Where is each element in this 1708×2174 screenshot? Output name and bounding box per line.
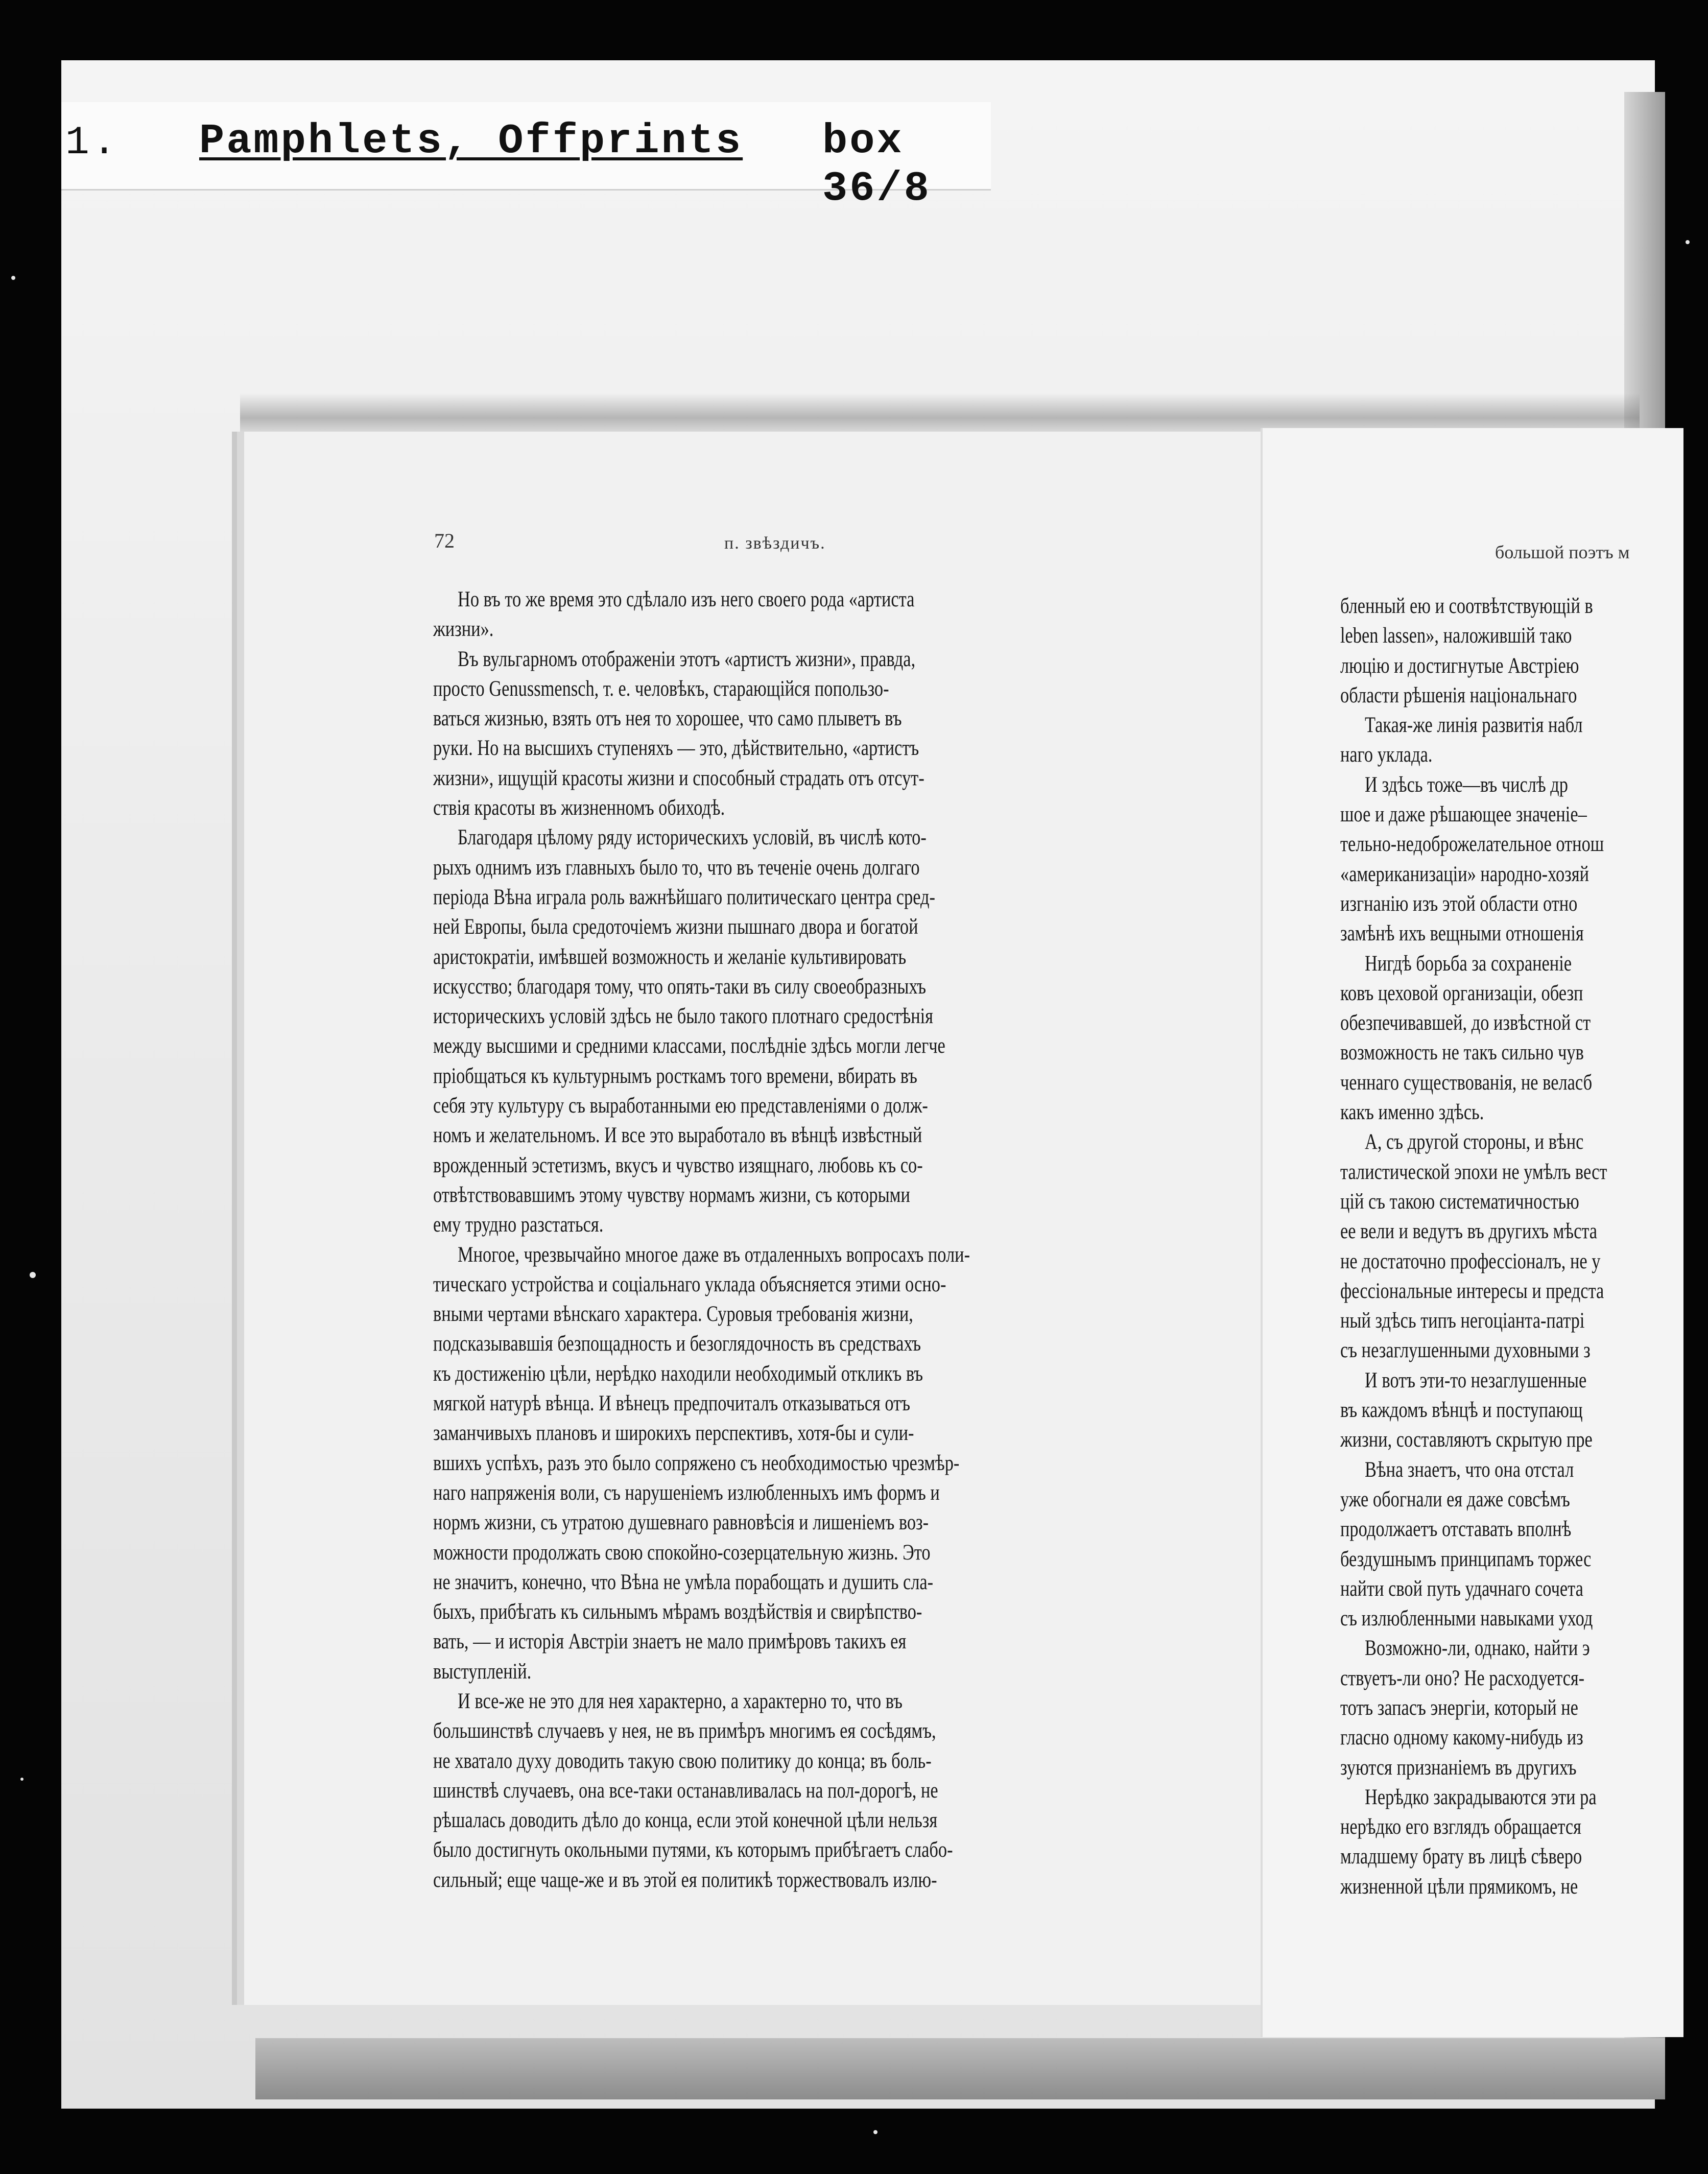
text-line: обезпечивавшей, до извѣстной ст xyxy=(1340,1011,1591,1035)
text-line: заманчивыхъ плановъ и широкихъ перспективъ, хотя-бы и сули- xyxy=(433,1421,914,1446)
text-line: ствуетъ-ли оно? Не расходуется- xyxy=(1340,1666,1585,1690)
archive-label xyxy=(61,102,991,212)
text-line: ный здѣсь типъ негоцiанта-патрi xyxy=(1340,1309,1585,1333)
text-line: замѣнѣ ихъ вещными отношенiя xyxy=(1340,921,1584,946)
text-line: продолжаетъ отставать вполнѣ xyxy=(1340,1517,1572,1542)
film-speck xyxy=(30,1272,36,1278)
text-line: Вѣна знаетъ, что она отстал xyxy=(1365,1457,1574,1482)
text-line: А, съ другой стороны, и вѣнс xyxy=(1365,1130,1584,1154)
film-speck xyxy=(11,276,15,280)
text-line: leben lassen», наложившiй тако xyxy=(1340,624,1572,648)
text-line: тельно-недоброжелательное отнош xyxy=(1340,832,1604,857)
page-number: 72 xyxy=(434,529,455,552)
text-line: младшему брату въ лицѣ сѣверо xyxy=(1340,1845,1582,1869)
left-page-body xyxy=(433,585,1205,1895)
text-line: вными чертами вѣнскаго характера. Суровыя требованiя жизни, xyxy=(433,1302,913,1327)
folder-bottom-edge xyxy=(255,2038,1665,2099)
text-line: люцiю и достигнутые Австрiею xyxy=(1340,653,1579,678)
text-line: нерѣдко его взглядъ обращается xyxy=(1340,1815,1581,1839)
text-line: ее вели и ведутъ въ другихъ мѣста xyxy=(1340,1219,1598,1244)
text-line: номъ и желательномъ. И все это выработало въ вѣнцѣ извѣстный xyxy=(433,1123,922,1148)
text-line: наго напряженiя воли, съ нарушенiемъ излюбленныхъ имъ формъ и xyxy=(433,1480,940,1505)
text-line: выступленiй. xyxy=(433,1659,532,1684)
text-line: жизни». xyxy=(433,617,494,642)
text-line: въ каждомъ вѣнцѣ и поступающ xyxy=(1340,1398,1583,1423)
left-page xyxy=(244,432,1266,2005)
text-line: тическаго устройства и соцiальнаго уклада объясняется этими осно- xyxy=(433,1272,946,1296)
text-line: можности продолжать свою спокойно-созерцательную жизнь. Это xyxy=(433,1540,931,1565)
text-line: ней Европы, была средоточiемъ жизни пышнаго двора и богатой xyxy=(433,915,918,939)
text-line: прiобщаться къ культурнымъ росткамъ того времени, вбирать въ xyxy=(433,1064,917,1088)
text-line: съ незаглушенными духовными з xyxy=(1340,1338,1591,1363)
text-line: найти свой путь удачнаго сочета xyxy=(1340,1576,1583,1601)
text-line: гласно одному какому-нибудь из xyxy=(1340,1726,1583,1750)
text-line: себя эту культуру съ выработанными ею представленiями о долж- xyxy=(433,1094,928,1118)
text-line: цiй съ такою систематичностью xyxy=(1340,1189,1579,1214)
text-line: ваться жизнью, взять отъ нея то хорошее, что само плыветъ въ xyxy=(433,706,902,731)
label-number: 1. xyxy=(65,121,120,166)
text-line: Въ вульгарномъ отображенiи этотъ «артистъ жизни», правда, xyxy=(458,647,916,671)
text-line: историческихъ условiй здѣсь не было такого плотнаго средостѣнiя xyxy=(433,1004,934,1029)
text-line: вшихъ успѣхъ, разъ это было сопряжено съ необходимостью чрезмѣр- xyxy=(433,1451,960,1475)
text-line: жизненной цѣли прямикомъ, не xyxy=(1340,1874,1578,1899)
label-box-number: box 36/8 xyxy=(822,117,931,212)
film-speck xyxy=(1686,240,1690,244)
text-line: ствiя красоты въ жизненномъ обиходѣ. xyxy=(433,796,725,820)
text-line: бленный ею и соотвѣтствующiй в xyxy=(1340,594,1593,618)
text-line: было достигнуть окольными путями, къ которымъ прибѣгаетъ слабо- xyxy=(433,1838,953,1862)
text-line: Но въ то же время это сдѣлало изъ него своего рода «артиста xyxy=(458,587,915,611)
text-line: рыхъ однимъ изъ главныхъ было то, что въ теченiе очень долгаго xyxy=(433,855,920,880)
film-edge xyxy=(1683,424,1708,2043)
text-line: не значитъ, конечно, что Вѣна не умѣла порабощать и душить сла- xyxy=(433,1570,934,1594)
text-line: Многое, чрезвычайно многое даже въ отдаленныхъ вопросахъ поли- xyxy=(458,1242,970,1267)
text-line: врожденный эстетизмъ, вкусъ и чувство изящнаго, любовь къ со- xyxy=(433,1153,923,1177)
right-page xyxy=(1261,428,1708,2037)
text-line: возможность не такъ сильно чув xyxy=(1340,1041,1584,1065)
text-line: И вотъ эти-то незаглушенные xyxy=(1365,1368,1587,1392)
text-line: уже обогнали ея даже совсѣмъ xyxy=(1340,1487,1570,1511)
text-line: большинствѣ случаевъ у нея, не въ примѣръ многимъ ея сосѣдямъ, xyxy=(433,1719,936,1743)
right-running-head: большой поэтъ м xyxy=(1495,542,1630,562)
text-line: жизни», ищущiй красоты жизни и способный страдать отъ отсут- xyxy=(433,766,924,790)
text-line: ему трудно разстаться. xyxy=(433,1213,604,1237)
text-line: И здѣсь тоже—въ числѣ др xyxy=(1365,772,1568,797)
text-line: тотъ запасъ энергiи, который не xyxy=(1340,1695,1578,1720)
text-line: Нерѣдко закрадываются эти ра xyxy=(1365,1785,1597,1809)
text-line: просто Genussmensch, т. е. человѣкъ, старающiйся попользо- xyxy=(433,676,889,701)
label-series: Pamphlets, Offprints xyxy=(199,117,743,165)
text-line: области рѣшенiя нацiональнаго xyxy=(1340,683,1577,707)
text-line: И все-же не это для нея характерно, а характерно то, что въ xyxy=(458,1689,903,1713)
text-line: шое и даже рѣшающее значенiе– xyxy=(1340,802,1587,827)
text-line: къ достиженiю цѣли, нерѣдко находили необходимый откликъ въ xyxy=(433,1361,923,1386)
text-line: Такая-же линiя развитiя набл xyxy=(1365,713,1583,738)
text-line: Благодаря цѣлому ряду историческихъ условiй, въ числѣ кото- xyxy=(458,825,927,850)
text-line: фессiональные интересы и предста xyxy=(1340,1279,1604,1303)
text-line: искусство; благодаря тому, что опять-таки въ силу своеобразныхъ xyxy=(433,974,927,999)
text-line: изгнанiю изъ этой области отно xyxy=(1340,891,1578,916)
text-line: ченнаго существованiя, не веласб xyxy=(1340,1070,1593,1095)
text-line: Нигдѣ борьба за сохраненiе xyxy=(1365,951,1572,976)
text-line: наго уклада. xyxy=(1340,743,1433,767)
text-line: не достаточно профессiоналъ, не у xyxy=(1340,1249,1601,1273)
text-line: сильный; еще чаще-же и въ этой ея политикѣ торжествовалъ излю- xyxy=(433,1868,937,1892)
film-speck xyxy=(873,2130,877,2134)
text-line: аристократiи, имѣвшей возможность и желанiе культивировать xyxy=(433,944,907,969)
text-line: съ излюбленными навыками уход xyxy=(1340,1606,1593,1631)
text-line: быхъ, прибѣгать къ сильнымъ мѣрамъ воздѣйствiя и свирѣпство- xyxy=(433,1600,922,1624)
text-line: шинствѣ случаевъ, она все-таки останавливалась на пол-дорогѣ, не xyxy=(433,1778,938,1803)
text-line: руки. Но на высшихъ ступеняхъ — это, дѣйствительно, «артистъ xyxy=(433,736,919,761)
text-line: ковъ цеховой организацiи, обезп xyxy=(1340,981,1583,1005)
text-line: Возможно-ли, однако, найти э xyxy=(1365,1636,1590,1661)
right-page-body xyxy=(1340,592,1708,1902)
running-head: п. звѣздичъ. xyxy=(724,534,826,553)
text-line: талистической эпохи не умѣлъ вест xyxy=(1340,1160,1607,1184)
text-line: подсказывавшiя безпощадность и безоглядочность въ средствахъ xyxy=(433,1332,921,1356)
text-line: жизни, составляютъ скрытую пре xyxy=(1340,1428,1593,1452)
text-line: бездушнымъ принципамъ торжес xyxy=(1340,1547,1592,1571)
text-line: зуются признанiемъ въ другихъ xyxy=(1340,1755,1577,1780)
text-line: не хватало духу доводить такую свою политику до конца; въ боль- xyxy=(433,1748,932,1773)
text-line: отвѣтствовавшимъ этому чувству нормамъ жизни, съ которыми xyxy=(433,1183,910,1207)
text-line: мягкой натурѣ вѣнца. И вѣнецъ предпочиталъ отказываться отъ xyxy=(433,1391,910,1416)
text-line: какъ именно здѣсь. xyxy=(1340,1100,1484,1125)
text-line: «американизацiи» народно-хозяй xyxy=(1340,862,1589,886)
film-speck xyxy=(20,1778,23,1781)
text-line: перiода Вѣна играла роль важнѣйшаго политическаго центра сред- xyxy=(433,885,936,909)
text-line: нормъ жизни, съ утратою душевнаго равновѣсiя и лишенiемъ воз- xyxy=(433,1510,929,1535)
text-line: рѣшалась доводить дѣло до конца, если этой конечной цѣли нельзя xyxy=(433,1808,938,1833)
text-line: между высшими и средними классами, послѣднiе здѣсь могли легче xyxy=(433,1034,945,1058)
text-line: вать, — и исторiя Австрiи знаетъ не мало примѣровъ такихъ ея xyxy=(433,1629,907,1654)
